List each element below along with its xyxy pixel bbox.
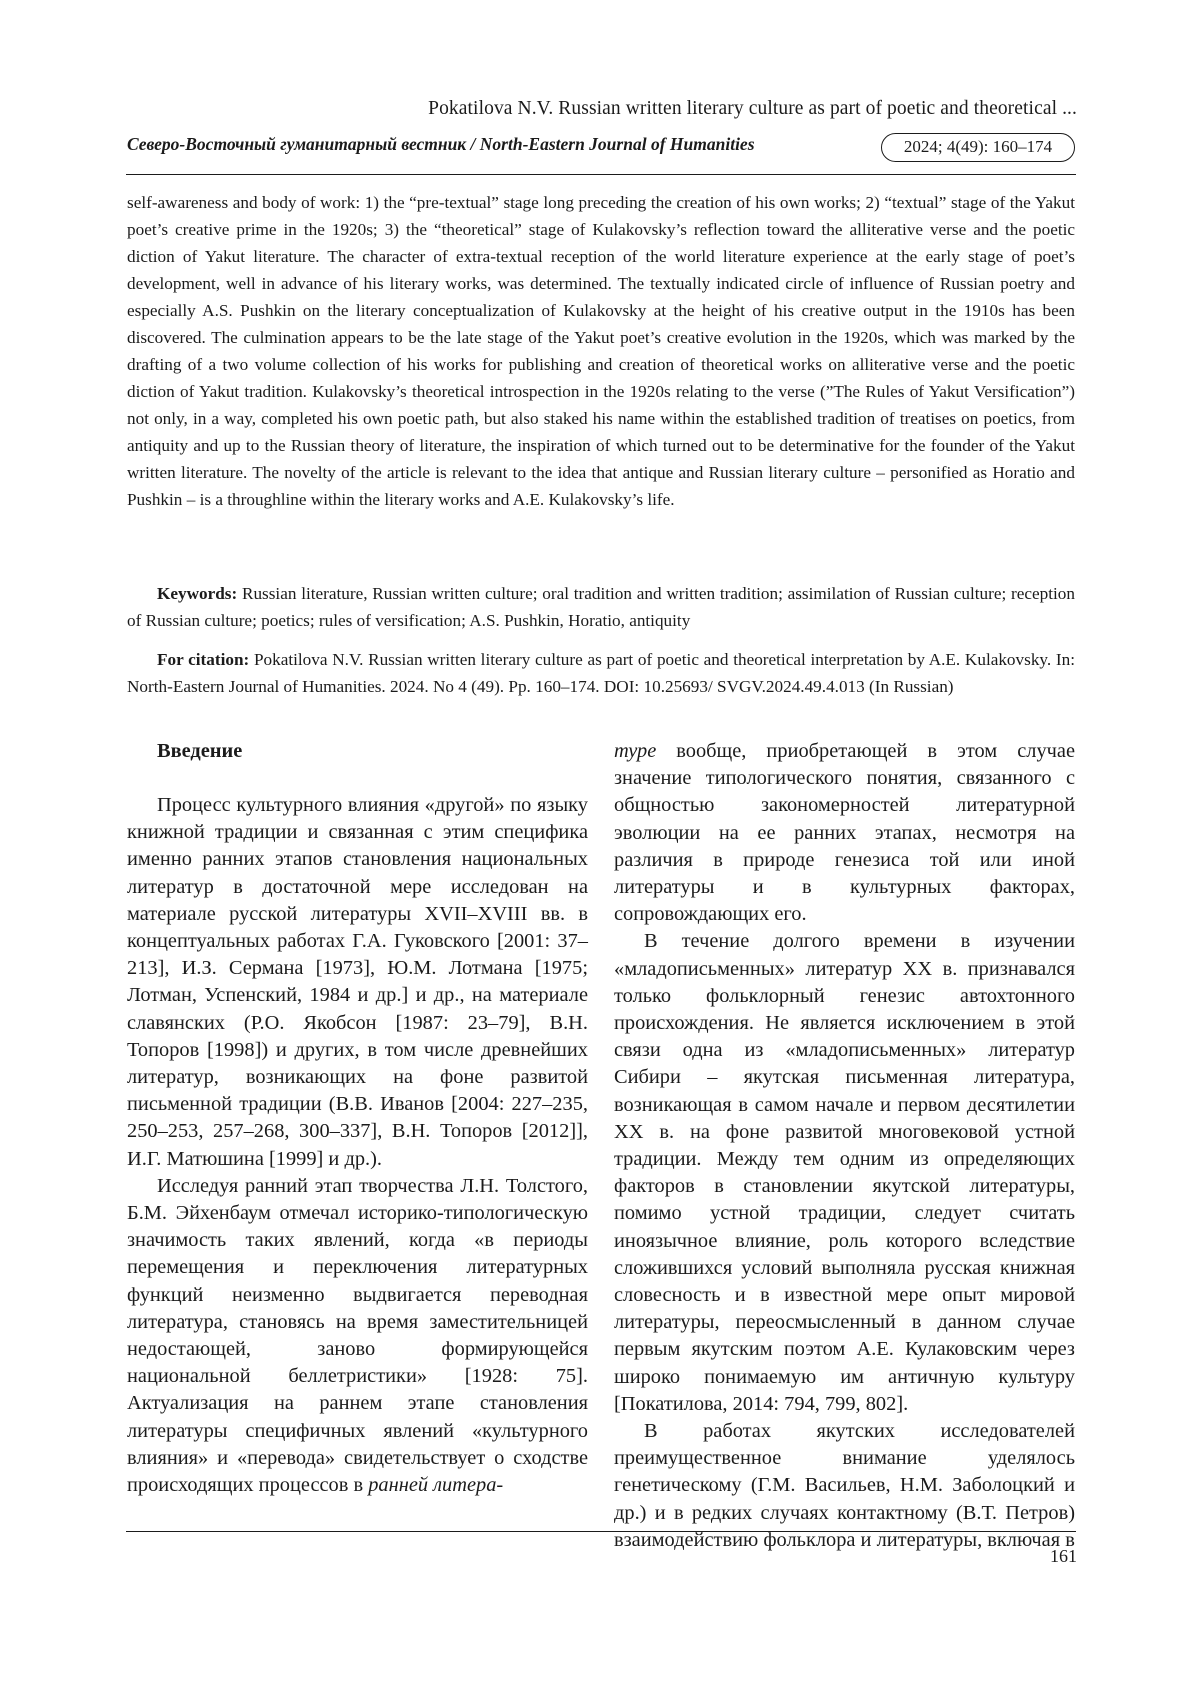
paragraph-text: Исследуя ранний этап творчества Л.Н. Толстого, Б.М. Эйхенбаум отмечал историко-типологическую значимость таких явлений, когда «в периоды перемещения и переключения литературных функций неизменно выдвигается переводная литература, становясь на время заместительницей недостающей, заново формирующейся национальной беллетристики» [1928: 75]. Актуализация на раннем этапе становления литературы специфичных явлений «культурного влияния» и «перевода» свидетельствует о сходстве происходящих процессов в bbox=[127, 1174, 588, 1497]
paragraph bbox=[127, 1173, 588, 1499]
keywords-label: Keywords: bbox=[157, 584, 238, 603]
footer-divider bbox=[126, 1531, 1076, 1532]
keywords-text: Russian literature, Russian written culture; oral tradition and written tradition; assimilation of Russian culture; reception of Russian culture; poetics; rules of versification; A.S. Pushkin, Horatio, antiquity bbox=[127, 584, 1075, 630]
paragraph: В работах якутских исследователей преимущественное внимание уделялось генетическому (Г.М. Васильев, Н.М. Заболоцкий и др.) и в редких случаях контактному (В.Т. Петров) взаимодействию фольклора и литературы, включая в bbox=[614, 1420, 1075, 1551]
right-column bbox=[614, 738, 1075, 1554]
citation-label: For citation: bbox=[157, 650, 250, 669]
paragraph: Процесс культурного влияния «другой» по языку книжной традиции и связанная с этим специфика именно ранних этапов становления национальных литератур в достаточной мере исследован на материале русской литературы XVII–XVIII вв. в концептуальных работах Г.А. Гуковского [2001: 37–213], И.З. Сермана [1973], Ю.М. Лотмана [1975; Лотман, Успенский, 1984 и др.] и др., на материале славянских (Р.О. Якобсон [1987: 23–79], В.Н. Топоров [1998]) и других, в том числе древнейших литератур, возникающих на фоне развитой письменной традиции (В.В. Иванов [2004: 227–235, 250–253, 257–268, 300–337], В.Н. Топоров [2012]], И.Г. Матюшина [1999] и др.). bbox=[127, 794, 588, 1170]
header-divider bbox=[126, 174, 1076, 175]
citation-text: Pokatilova N.V. Russian written literary culture as part of poetic and theoretical interpretation by A.E. Kulakovsky. In: North-Eastern Journal of Humanities. 2024. No 4 (49). Pp. 160–174. DOI: 10.25693/ SVGV.2024.49.4.013 (In Russian) bbox=[127, 650, 1075, 696]
left-column bbox=[127, 738, 588, 1499]
paragraph: В течение долгого времени в изучении «младописьменных» литератур XX в. признавался только фольклорный генезис автохтонного происхождения. Не является исключением в этой связи одна из «младописьменных» литератур Сибири – якутская письменная литература, возникающая в самом начале и первом десятилетии XX в. на фоне развитой многовековой устной традиции. Между тем одним из определяющих факторов в становлении якутской литературы, помимо устной традиции, следует считать иноязычное влияние, роль которого вследствие сложившихся условий выполняла русская книжная словесность и в известной мере опыт мировой литературы, переосмысленный в данном случае первым якутским поэтом А.Е. Кулаковским через широко понимаемую им античную культуру [Покатилова, 2014: 794, 799, 802]. bbox=[614, 930, 1075, 1415]
page-number: 161 bbox=[1050, 1546, 1077, 1566]
running-title: Pokatilova N.V. Russian written literary culture as part of poetic and theoretical ... bbox=[428, 98, 1077, 119]
journal-name: Северо-Восточный гуманитарный вестник / North-Eastern Journal of Humanities bbox=[127, 134, 755, 154]
italic-term: туре bbox=[614, 740, 657, 762]
keywords bbox=[127, 580, 1075, 634]
paragraph-text: вообще, приобретающей в этом случае значение типологического понятия, связанного с общностью закономерностей литературной эволюции на ее ранних этапах, несмотря на различия в природе генезиса той или иной литературы и в культурных факторах, сопровождающих его. bbox=[614, 740, 1075, 926]
paragraph bbox=[614, 738, 1075, 928]
section-heading: Введение bbox=[157, 740, 243, 762]
citation bbox=[127, 646, 1075, 700]
abstract-continuation: self-awareness and body of work: 1) the “pre-textual” stage long preceding the creation of his own works; 2) “textual” stage of the Yakut poet’s creative prime in the 1920s; 3) the “theoretical” stage of Kulakovsky’s reflection toward the alliterative verse and the poetic diction of Yakut literature. The character of extra-textual reception of the world literature experience at the early stage of poet’s development, well in advance of his literary works, was determined. The textually indicated circle of influence of Russian poetry and especially A.S. Pushkin on the literary conceptualization of Kulakovsky at the height of his creative output in the 1910s has been discovered. The culmination appears to be the late stage of the Yakut poet’s creative evolution in the 1920s, which was marked by the drafting of a two volume collection of his works for publishing and creation of theoretical works on alliterative verse and the poetic diction of Yakut tradition. Kulakovsky’s theoretical introspection in the 1920s relating to the verse (”The Rules of Yakut Versification”) not only, in a way, completed his own poetic path, but also staked his name within the established tradition of treatises on poetics, from antiquity and up to the Russian theory of literature, the inspiration of which turned out to be determinative for the founder of the Yakut written literature. The novelty of the article is relevant to the idea that antique and Russian literary culture – personified as Horatio and Pushkin – is a throughline within the literary works and A.E. Kulakovsky’s life. bbox=[127, 193, 1075, 509]
italic-term: ранней литера- bbox=[368, 1474, 504, 1497]
issue-badge: 2024; 4(49): 160–174 bbox=[881, 133, 1075, 162]
